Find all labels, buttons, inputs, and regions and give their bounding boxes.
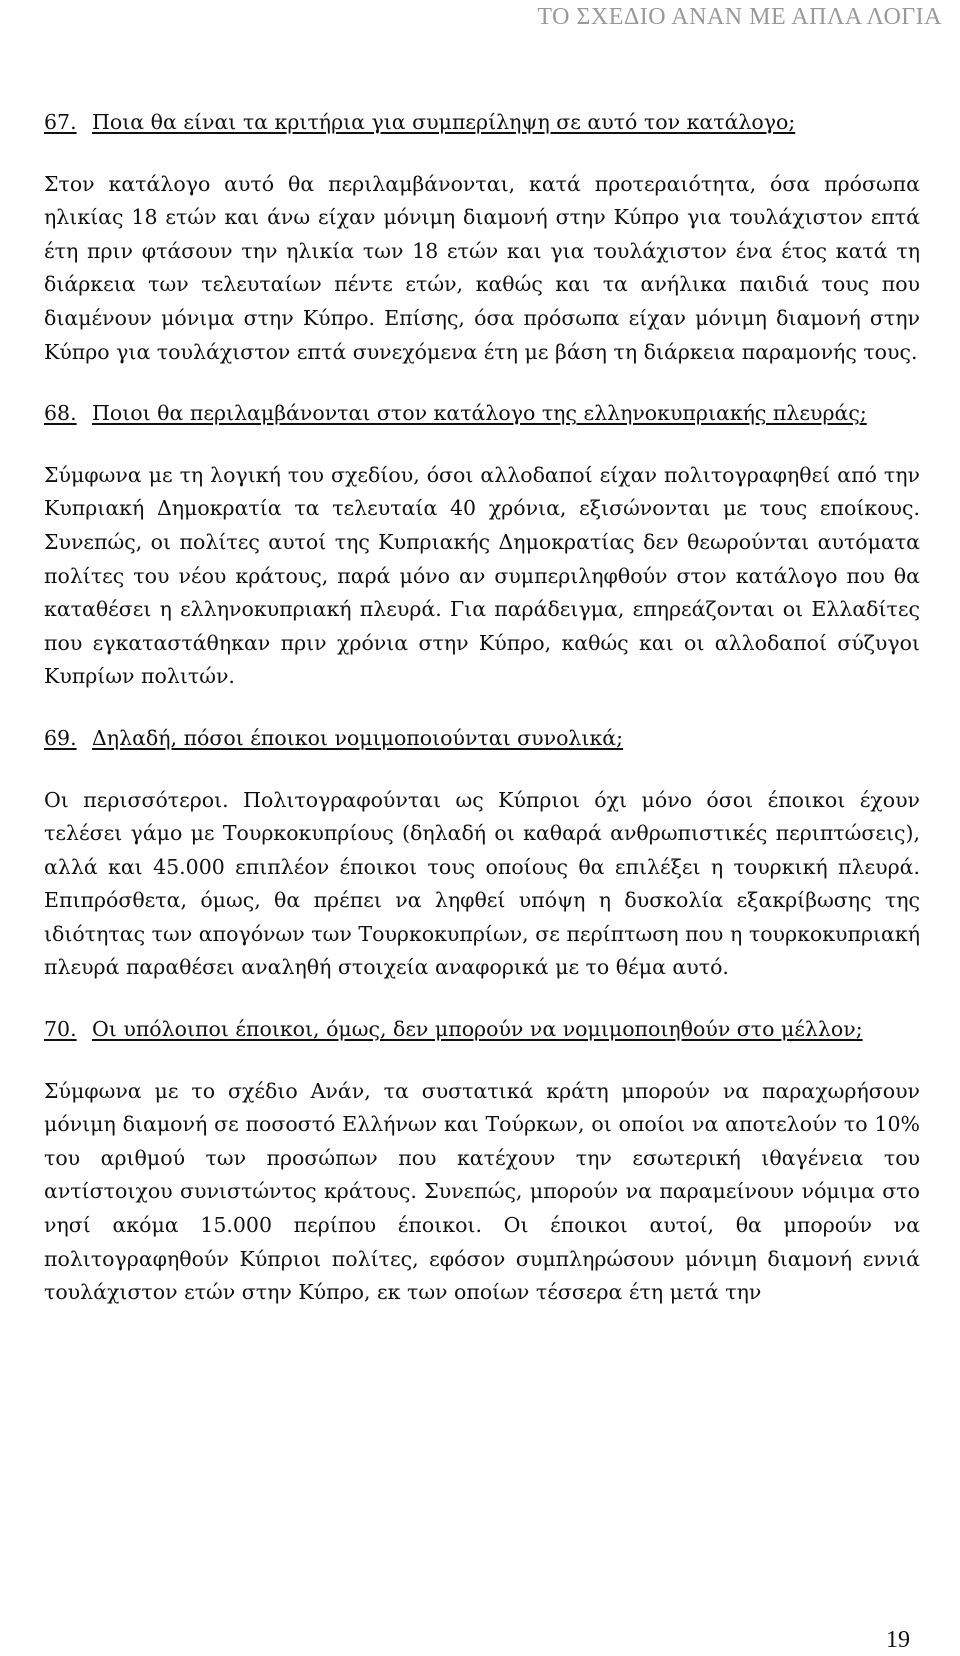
question-number: 67. bbox=[44, 110, 77, 134]
document-body bbox=[44, 106, 920, 1338]
answer-68: Σύμφωνα με τη λογική του σχεδίου, όσοι αλλοδαποί είχαν πολιτογραφηθεί από την Κυπριακή Δημοκρατία τα τελευταία 40 χρόνια, εξισώνονται με τους εποίκους. Συνεπώς, οι πολίτες αυτοί της Κυπριακής Δημοκρατίας δεν θεωρούνται αυτόματα πολίτες του νέου κράτους, παρά μόνο αν συμπεριληφθούν στον κατάλογο που θα καταθέσει η ελληνοκυπριακή πλευρά. Για παράδειγμα, επηρεάζονται οι Ελλαδίτες που εγκαταστάθηκαν πριν χρόνια στην Κύπρο, καθώς και οι αλλοδαποί σύζυγοι Κυπρίων πολιτών. bbox=[44, 462, 920, 689]
answer-70: Σύμφωνα με το σχέδιο Ανάν, τα συστατικά κράτη μπορούν να παραχωρήσουν μόνιμη διαμονή σε ποσοστό Ελλήνων και Τούρκων, οι οποίοι να αποτελούν το 10% του αριθμού των προσώπων που κατέχουν την εσωτερική ιθαγένεια του αντίστοιχου συνιστώντος κράτους. Συνεπώς, μπορούν να παραμείνουν νόμιμα στο νησί ακόμα 15.000 περίπου έποικοι. Οι έποικοι αυτοί, θα μπορούν να πολιτογραφηθούν Κύπριοι πολίτες, εφόσον συμπληρώσουν μόνιμη διαμονή εννιά τουλάχιστον ετών στην Κύπρο, εκ των οποίων τέσσερα έτη μετά την bbox=[44, 1078, 920, 1305]
question-67 bbox=[44, 106, 920, 140]
question-70 bbox=[44, 1013, 920, 1047]
question-68 bbox=[44, 397, 920, 431]
answer-67: Στον κατάλογο αυτό θα περιλαμβάνονται, κατά προτεραιότητα, όσα πρόσωπα ηλικίας 18 ετών και άνω είχαν μόνιμη διαμονή στην Κύπρο για τουλάχιστον επτά έτη πριν φτάσουν την ηλικία των 18 ετών και για τουλάχιστον ένα έτος κατά τη διάρκεια των τελευταίων πέντε ετών, καθώς και τα ανήλικα παιδιά τους που διαμένουν μόνιμα στην Κύπρο. Επίσης, όσα πρόσωπα είχαν μόνιμη διαμονή στην Κύπρο για τουλάχιστον επτά συνεχόμενα έτη με βάση τη διάρκεια παραμονής τους. bbox=[44, 171, 920, 364]
answer-69: Οι περισσότεροι. Πολιτογραφούνται ως Κύπριοι όχι μόνο όσοι έποικοι έχουν τελέσει γάμο με Τουρκοκυπρίους (δηλαδή οι καθαρά ανθρωπιστικές περιπτώσεις), αλλά και 45.000 επιπλέον έποικοι τους οποίους θα επιλέξει η τουρκική πλευρά. Επιπρόσθετα, όμως, θα πρέπει να ληφθεί υπόψη η δυσκολία εξακρίβωσης της ιδιότητας των απογόνων των Τουρκοκυπρίων, σε περίπτωση που η τουρκοκυπριακή πλευρά παραθέσει αναληθή στοιχεία αναφορικά με το θέμα αυτό. bbox=[44, 787, 920, 980]
question-number: 70. bbox=[44, 1017, 77, 1042]
faq-section-70 bbox=[44, 1013, 920, 1310]
running-header: ΤΟ ΣΧΕΔΙΟ ΑΝΑΝ ΜΕ ΑΠΛΑ ΛΟΓΙΑ bbox=[537, 4, 942, 30]
faq-section-68 bbox=[44, 397, 920, 694]
page-number: 19 bbox=[886, 1627, 910, 1653]
faq-section-67 bbox=[44, 106, 920, 369]
question-text: Οι υπόλοιποι έποικοι, όμως, δεν μπορούν να νομιμοποιηθούν στο μέλλον; bbox=[92, 1017, 863, 1042]
question-number: 69. bbox=[44, 725, 77, 750]
question-text: Ποιοι θα περιλαμβάνονται στον κατάλογο της ελληνοκυπριακής πλευράς; bbox=[92, 401, 867, 426]
question-number: 68. bbox=[44, 401, 77, 426]
question-text: Δηλαδή, πόσοι έποικοι νομιμοποιούνται συνολικά; bbox=[92, 725, 624, 750]
faq-section-69 bbox=[44, 722, 920, 985]
question-text: Ποια θα είναι τα κριτήρια για συμπερίληψη σε αυτό τον κατάλογο; bbox=[92, 110, 796, 134]
question-69 bbox=[44, 722, 920, 756]
